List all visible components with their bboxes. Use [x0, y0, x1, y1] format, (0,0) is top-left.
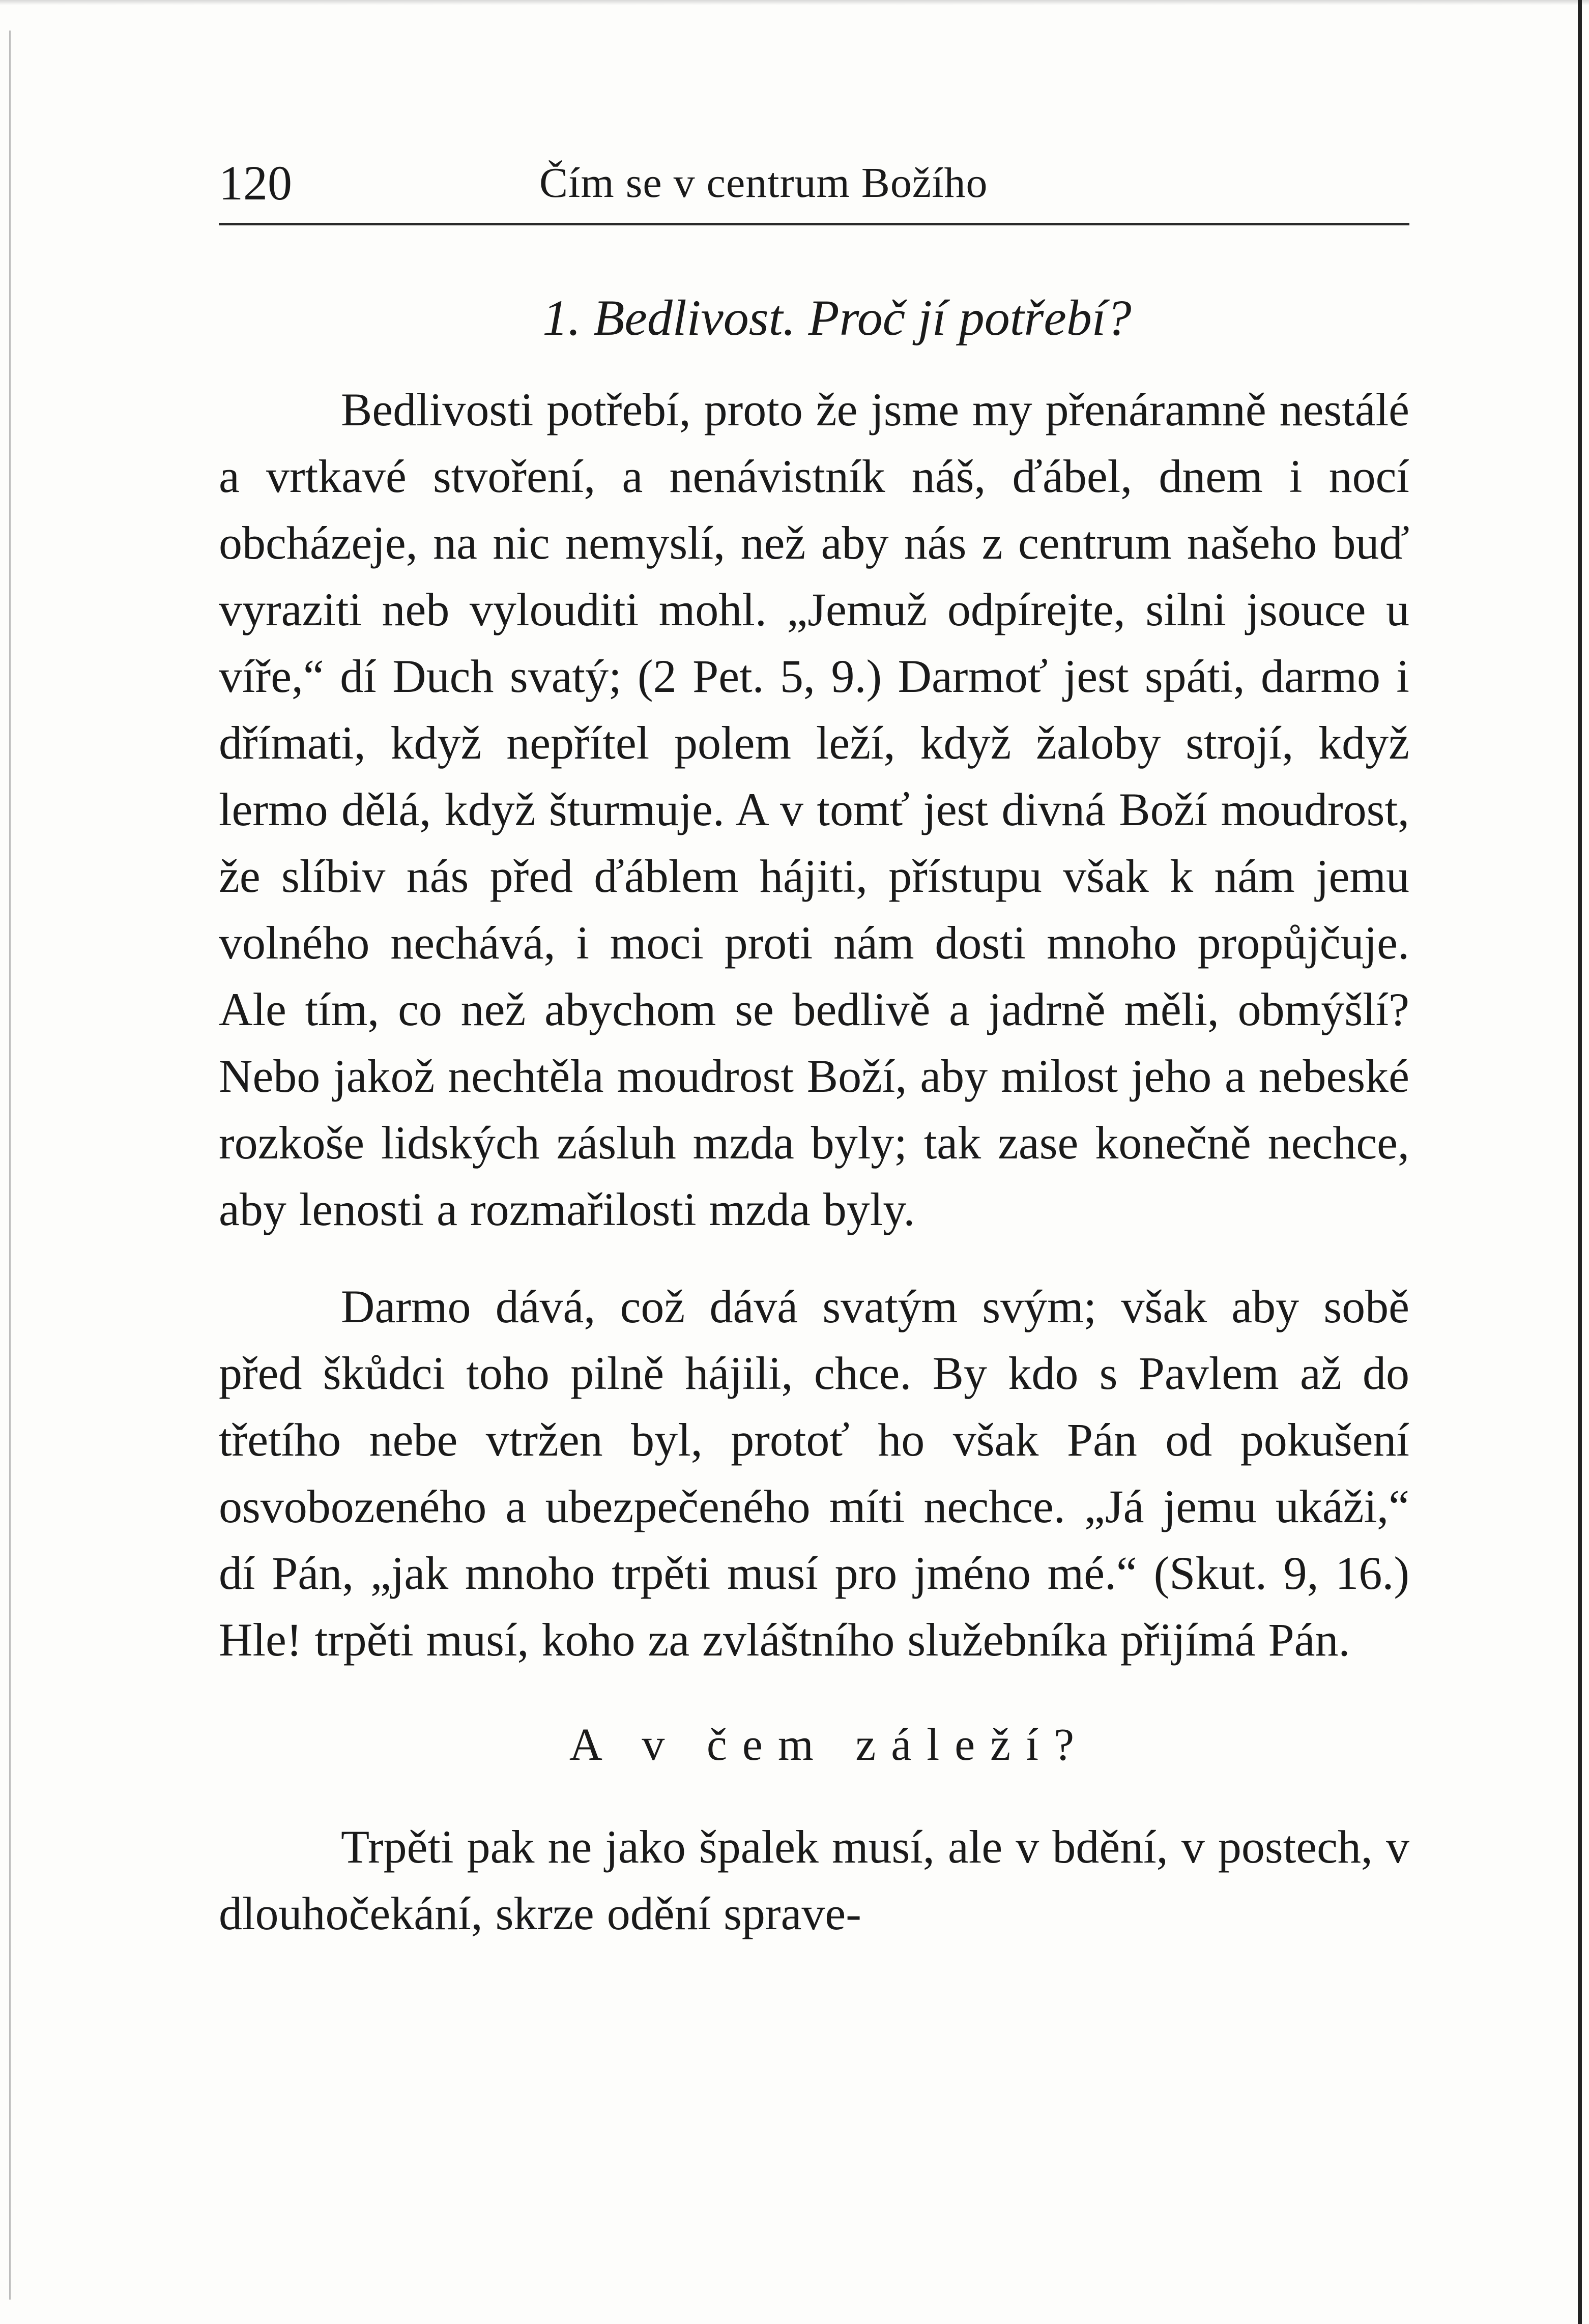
page-right-edge [1578, 0, 1582, 2324]
subheading: A v čem záleží? [569, 1720, 1090, 1770]
page-top-shadow [0, 0, 1589, 5]
body-text [219, 376, 1409, 1947]
running-title: Čím se v centrum Božího [539, 159, 988, 207]
running-header [219, 148, 1409, 219]
section-title: 1. Bedlivost. Proč jí potřebí? [542, 289, 1132, 346]
page-left-edge [9, 31, 11, 2300]
header-rule [219, 223, 1409, 225]
page-number: 120 [219, 156, 292, 210]
paragraph-1: Bedlivosti potřebí, proto že jsme my přenáramně nestálé a vrtkavé stvoření, a nenávistník náš, ďábel, dnem i nocí obcházeje, na nic nemyslí, než aby nás z centrum našeho buď vyraziti neb vylouditi mohl. „Jemuž odpírejte, silni jsouce u víře,“ dí Duch svatý; (2 Pet. 5, 9.) Darmoť jest spáti, darmo i dřímati, když nepřítel polem leží, když žaloby strojí, když lermo dělá, když šturmuje. A v tomť jest divná Boží moudrost, že slíbiv nás před ďáblem hájiti, přístupu však k nám jemu volného nechává, i moci proti nám dosti mnoho propůjčuje. Ale tím, co než abychom se bedlivě a jadrně měli, obmýšlí? Nebo jakož nechtěla moudrost Boží, aby milost jeho a nebeské rozkoše lidských zásluh mzda byly; tak zase konečně nechce, aby lenosti a rozmařilosti mzda byly. [219, 384, 1409, 1235]
paragraph-2: Darmo dává, což dává svatým svým; však aby sobě před škůdci toho pilně hájili, chce. By kdo s Pavlem až do třetího nebe vtržen byl, protoť ho však Pán od pokušení osvobozeného a ubezpečeného míti nechce. „Já jemu ukáži,“ dí Pán, „jak mnoho trpěti musí pro jméno mé.“ (Skut. 9, 16.) Hle! trpěti musí, koho za zvláštního služebníka přijímá Pán. [219, 1281, 1409, 1666]
closing-paragraph: Trpěti pak ne jako špalek musí, ale v bdění, v postech, v dlouhočekání, skrze odění sprave- [219, 1821, 1409, 1939]
